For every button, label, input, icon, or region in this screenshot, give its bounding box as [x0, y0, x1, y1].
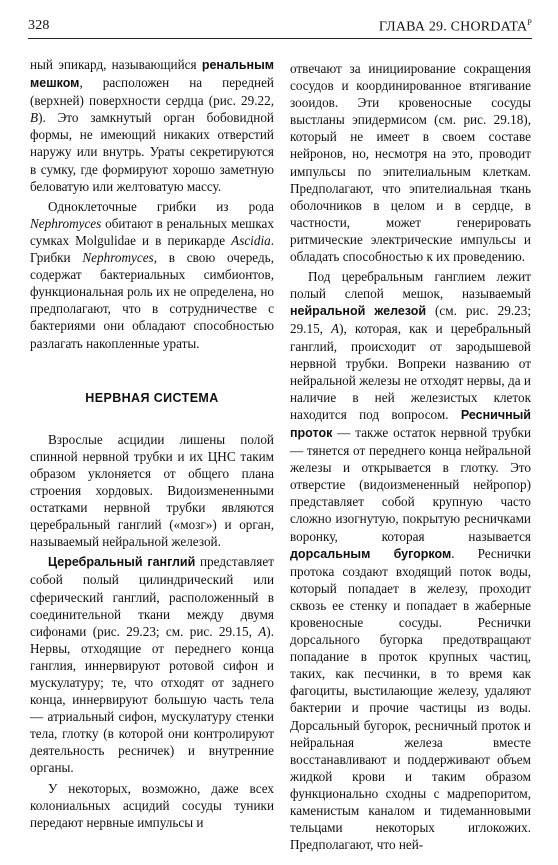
term-neural-gland: нейральной железой [290, 304, 427, 319]
page-number: 328 [28, 18, 50, 33]
chapter-superscript: P [527, 18, 532, 27]
text-run: — также остаток нервной трубки — тянется от переднего конца нейральной железы и открывается в глотку. Это отверстие (видоизмененный нейропор) представляет собой крупную часто сложно изогнутую, покрытую ресничками воронку, которая называется [290, 424, 531, 544]
term-renal-sac: ренальным мешком [30, 58, 274, 91]
left-column [30, 56, 274, 831]
text-run: ). Это замкнутый орган бобовидной формы, не имеющий никаких отверстий наружу или внутрь. Ураты секретируются в сумку, где формируют хорошо заметную беловатую или желтоватую массу. [30, 110, 274, 194]
taxon-name: Ascidia [231, 232, 271, 248]
text-run: ный эпикард, называющийся [30, 57, 202, 72]
text-run: , в свою очередь, содержат бактериальных симбионтов, функциональная роль их не определена, но предполагают, что в сотрудничестве с бактериями они обладают способностью разлагать накопленные ураты. [30, 250, 274, 351]
text-run: обитают в ренальных мешках сумках Molgulidae и в перикарде [30, 215, 274, 248]
section-heading: НЕРВНАЯ СИСТЕМА [85, 390, 219, 405]
text-run: Одноклеточные грибки из рода [48, 198, 274, 214]
paragraph: У некоторых, возможно, даже всех колониальных асцидий сосуды туники передают нервные импульсы и [30, 780, 274, 830]
text-run: (см. рис. 29.23; 29.15, [290, 303, 531, 337]
text-run: . Грибки [30, 232, 274, 266]
paragraph [290, 268, 531, 853]
term-ciliated-duct: Ресничный проток [290, 407, 531, 440]
figure-ref-letter: А [331, 321, 340, 337]
paragraph [30, 198, 274, 352]
text-run: . Реснички протока создают входящий поток воды, который попадает в железу, проходит сквозь ее стенку и попадает в жаберные кровеносные сосуды. Реснички дорсального бугорка предотвращают попадание в проток крупных частиц, таких, как песчинки, в то время как фагоциты, выстилающие железу, удаляют бактерии и прочие частицы из воды. Дорсальный бугорок, ресничный проток и нейральная железа вместе восстанавливают и поддерживают объем жидкой крови и таким образом функционально сходны с мадрепоритом, каменистым каналом и тидеманновыми тельцами некоторых иглокожих. Предполагают, что ней- [290, 545, 531, 853]
right-column [290, 60, 531, 853]
text-run: ), которая, как и церебральный ганглий, происходит от зародышевой нервной трубки. Вопреки названию от нейральной железы не отходят нервы, да и наличие в ней железистых клеток находится под вопросом. [290, 321, 531, 422]
text-run: представляет собой полый цилиндрический или сферический ганглий, расположенный в соединительной ткани между двумя сифонами (рис. 29.23; см. рис. 29.15, [30, 554, 274, 639]
paragraph: отвечают за инициирование сокращения сосудов и координированное втягивание зооидов. Эти кровеносные сосуды выстланы эпидермисом (см. рис. 29.18), который не имеет в своем составе нейронов, но, несмотря на это, проводит импульсы по эпителиальным клеткам. Предполагают, что эпителиальная ткань оболочников в целом и в сердце, в частности, может генерировать ритмические электрические импульсы и обладать способностью к их проведению. [290, 61, 531, 265]
text-run: ). Нервы, отходящие от переднего конца ганглия, иннервируют ротовой сифон и мускулатуру; те, что отходят от заднего конца, иннервируют большую часть тела — атриальный сифон, мускулатуру стенки тела, глотку (в которой они контролируют деятельность ресничек) и внутренние органы. [30, 623, 274, 776]
term-cerebral-ganglion: Церебральный ганглий [48, 555, 196, 570]
chapter-title [379, 18, 532, 36]
figure-ref-letter: А [258, 623, 267, 639]
text-run: , расположен на передней (верхней) поверхности сердца (рис. 29.22, [30, 75, 274, 109]
taxon-name: Nephromyces [82, 250, 154, 266]
paragraph [30, 56, 274, 195]
text-run: Под церебральным ганглием лежит полый слепой мешок, называемый [290, 269, 531, 302]
taxon-name: Nephromyces [30, 215, 102, 231]
running-header [28, 18, 532, 36]
chapter-title-text: ГЛАВА 29. CHORDATA [378, 19, 528, 35]
paragraph [30, 553, 274, 776]
figure-ref-letter: В [30, 110, 39, 126]
paragraph: Взрослые асцидии лишены полой спинной нервной трубки и их ЦНС таким образом уклоняется от общего плана строения хордовых. Видоизмененными остатками нервной трубки являются церебральный ганглий («мозг») и орган, называемый нейральной железой. [30, 431, 274, 550]
header-rule [28, 38, 532, 39]
term-dorsal-tubercle: дорсальным бугорком [290, 546, 452, 561]
